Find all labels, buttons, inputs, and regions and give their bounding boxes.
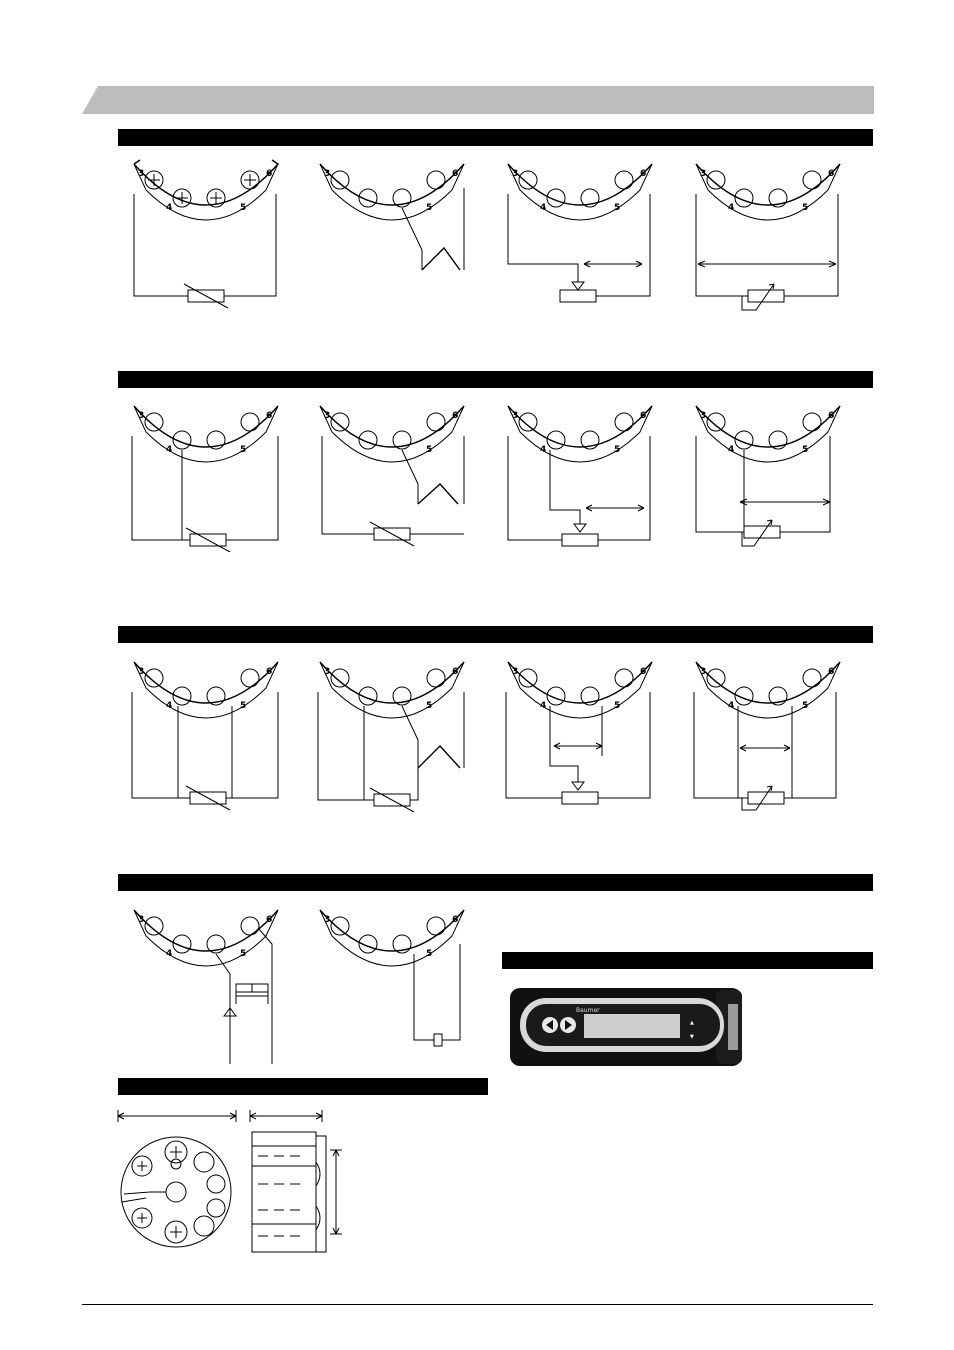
terminal-3-label: 3 bbox=[700, 411, 707, 421]
terminal-6-label: 6 bbox=[640, 169, 647, 179]
display-device-photo bbox=[506, 984, 746, 1068]
terminal-5-label: 5 bbox=[426, 701, 433, 711]
terminal-3-label: 3 bbox=[138, 169, 145, 179]
terminal-6-label: 6 bbox=[828, 667, 835, 677]
diagram-3wire-potentiometer bbox=[502, 400, 658, 552]
diagram-3wire-thermocouple bbox=[314, 400, 470, 552]
up-indicator-icon: ▲ bbox=[690, 1020, 694, 1026]
terminal-5-label: 5 bbox=[426, 203, 433, 213]
diagram-4wire-thermocouple bbox=[314, 656, 470, 812]
potentiometer-icon bbox=[744, 526, 780, 538]
terminal-3-label: 3 bbox=[512, 169, 519, 179]
diagram-2wire-potentiometer bbox=[502, 158, 658, 310]
terminal-block bbox=[134, 160, 278, 220]
terminal-5-label: 5 bbox=[614, 445, 621, 455]
potentiometer-icon bbox=[562, 792, 598, 804]
terminal-3-label: 3 bbox=[512, 667, 519, 677]
terminal-4-label: 4 bbox=[728, 445, 735, 455]
terminal-3-label: 3 bbox=[138, 667, 145, 677]
diagram-4wire-potentiometer bbox=[502, 656, 658, 812]
terminal-6-label: 6 bbox=[452, 667, 459, 677]
terminal-6-label: 6 bbox=[828, 411, 835, 421]
diagram-4wire-rheostat bbox=[690, 656, 846, 816]
terminal-6-label: 6 bbox=[452, 411, 459, 421]
device-brand-label: Baumer bbox=[576, 1007, 600, 1014]
terminal-6-label: 6 bbox=[266, 411, 273, 421]
section-bar-2wire bbox=[118, 129, 873, 146]
section-bar-3wire bbox=[118, 371, 873, 388]
terminal-3-label: 3 bbox=[138, 915, 145, 925]
terminal-5-label: 5 bbox=[802, 203, 809, 213]
diagram-output-voltage bbox=[314, 904, 470, 1066]
terminal-6-label: 6 bbox=[828, 169, 835, 179]
terminal-4-label: 4 bbox=[166, 445, 173, 455]
diagram-output-current-loop bbox=[128, 904, 284, 1066]
terminal-3-label: 3 bbox=[700, 169, 707, 179]
terminal-5-label: 5 bbox=[614, 701, 621, 711]
terminal-6-label: 6 bbox=[266, 667, 273, 677]
terminal-6-label: 6 bbox=[266, 915, 273, 925]
terminal-4-label: 4 bbox=[166, 701, 173, 711]
diagram-3wire-rtd bbox=[128, 400, 284, 552]
dimension-drawing-top bbox=[116, 1106, 242, 1256]
terminal-5-label: 5 bbox=[426, 445, 433, 455]
lcd-display bbox=[584, 1014, 680, 1038]
terminal-3-label: 3 bbox=[512, 411, 519, 421]
terminal-4-label: 4 bbox=[166, 203, 173, 213]
terminal-5-label: 5 bbox=[240, 203, 247, 213]
terminal-4-label: 4 bbox=[540, 203, 547, 213]
section-bar-dimensions bbox=[118, 1078, 488, 1095]
terminal-5-label: 5 bbox=[426, 949, 433, 959]
potentiometer-icon bbox=[562, 534, 598, 546]
dimension-drawing-side bbox=[248, 1106, 358, 1256]
terminal-6-label: 6 bbox=[452, 169, 459, 179]
terminal-3-label: 3 bbox=[324, 667, 331, 677]
terminal-5-label: 5 bbox=[240, 701, 247, 711]
terminal-5-label: 5 bbox=[240, 949, 247, 959]
terminal-3-label: 3 bbox=[324, 915, 331, 925]
resistor-icon bbox=[434, 1034, 442, 1046]
terminal-4-label: 4 bbox=[540, 445, 547, 455]
terminal-4-label: 4 bbox=[728, 203, 735, 213]
terminal-5-label: 5 bbox=[240, 445, 247, 455]
diagram-2wire-thermocouple bbox=[314, 158, 470, 310]
terminal-6-label: 6 bbox=[640, 667, 647, 677]
terminal-4-label: 4 bbox=[728, 701, 735, 711]
thermocouple-icon bbox=[402, 188, 464, 270]
terminal-5-label: 5 bbox=[614, 203, 621, 213]
terminal-3-label: 3 bbox=[324, 169, 331, 179]
diagram-4wire-rtd bbox=[128, 656, 284, 812]
diagram-3wire-rheostat bbox=[690, 400, 846, 560]
terminal-3-label: 3 bbox=[138, 411, 145, 421]
terminal-6-label: 6 bbox=[452, 915, 459, 925]
terminal-6-label: 6 bbox=[266, 169, 273, 179]
terminal-4-label: 4 bbox=[540, 701, 547, 711]
section-bar-display bbox=[502, 952, 873, 969]
terminal-6-label: 6 bbox=[640, 411, 647, 421]
terminal-3-label: 3 bbox=[324, 411, 331, 421]
section-bar-4wire bbox=[118, 626, 873, 643]
diagram-2wire-rtd bbox=[128, 158, 284, 310]
terminal-4-label: 4 bbox=[166, 949, 173, 959]
section-bar-output bbox=[118, 874, 873, 891]
terminal-5-label: 5 bbox=[802, 445, 809, 455]
terminal-5-label: 5 bbox=[802, 701, 809, 711]
footer-rule bbox=[82, 1304, 873, 1305]
diagram-2wire-rheostat bbox=[690, 158, 846, 318]
potentiometer-icon bbox=[560, 290, 596, 302]
down-indicator-icon: ▼ bbox=[690, 1034, 694, 1040]
potentiometer-icon bbox=[748, 792, 784, 804]
terminal-3-label: 3 bbox=[700, 667, 707, 677]
title-band bbox=[82, 86, 874, 114]
